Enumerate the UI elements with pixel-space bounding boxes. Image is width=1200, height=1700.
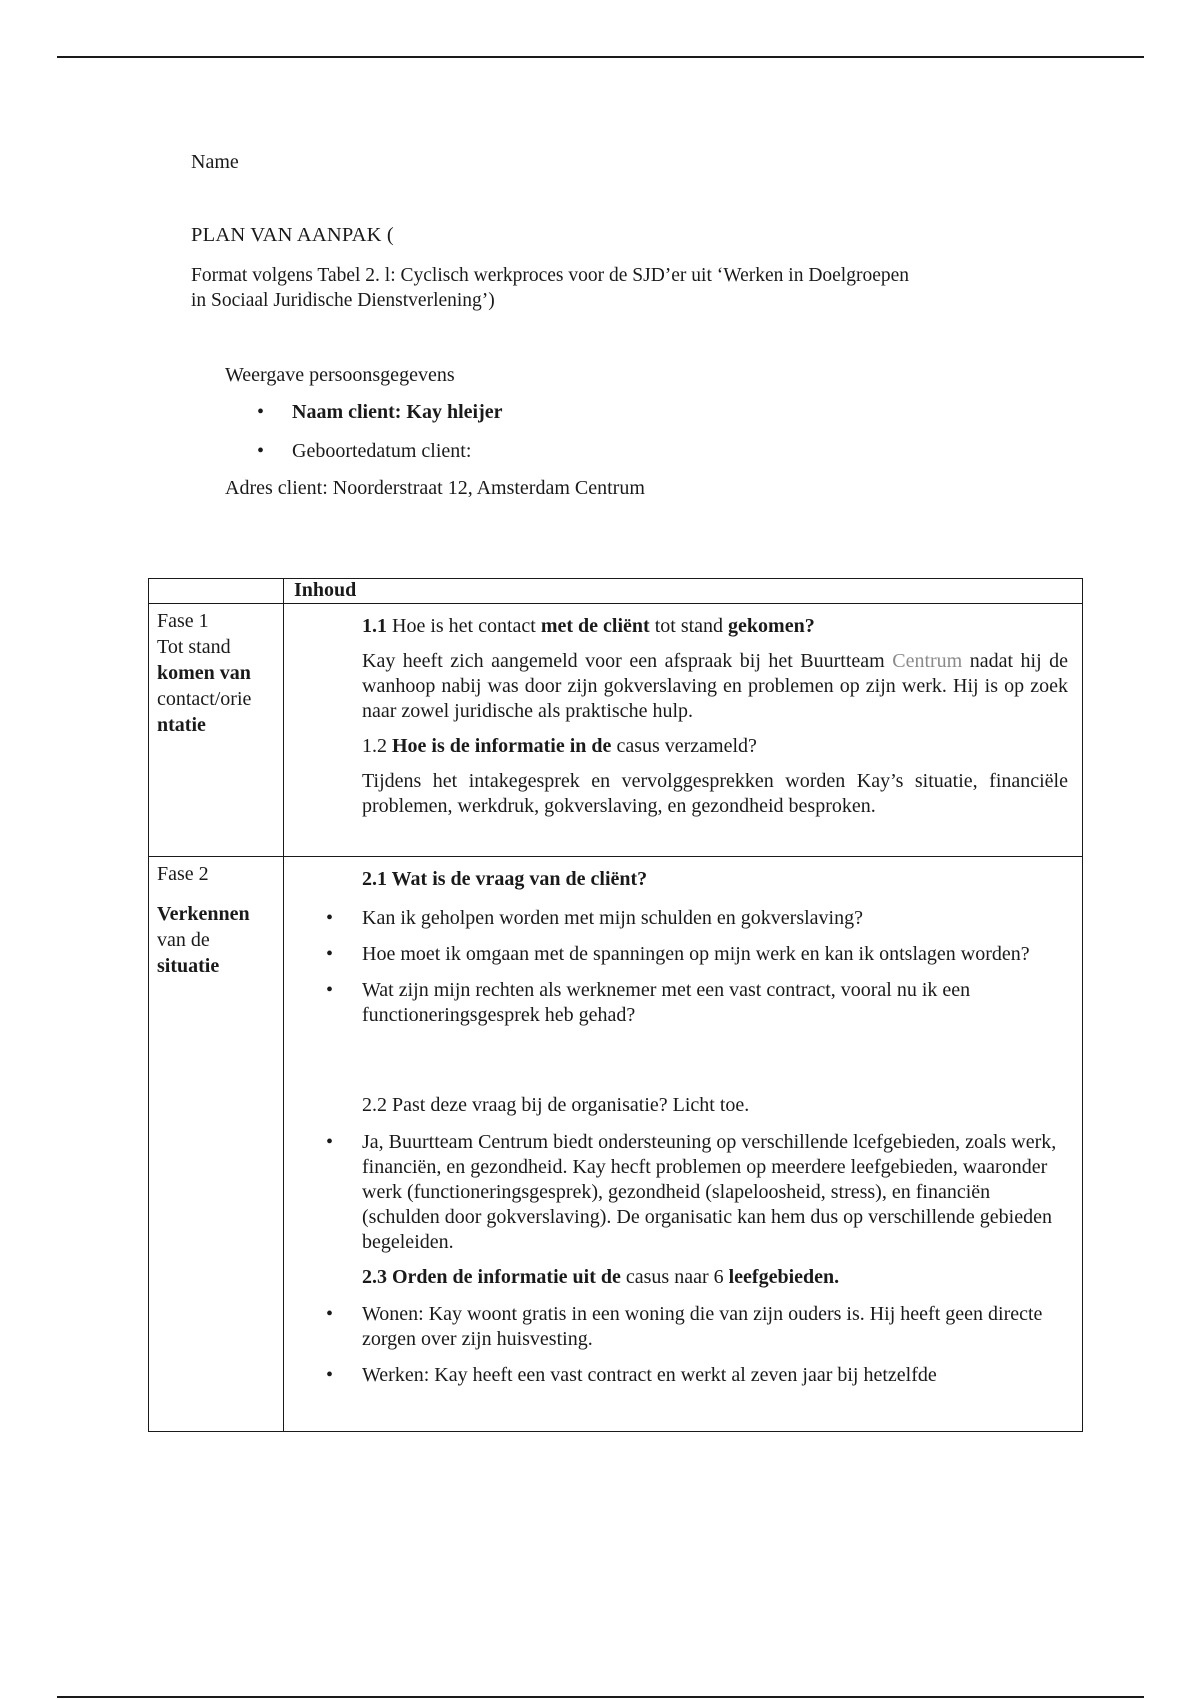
- question-2-3: [362, 1265, 1068, 1290]
- answer-1-2: Tijdens het intakegesprek en vervolggesprekken worden Kay’s situatie, financiële problemen, werkdruk, gokverslaving, en gezondheid besproken.: [362, 770, 1068, 817]
- bullet: •: [326, 1303, 334, 1325]
- question-text: Hoe is het contact: [387, 615, 541, 637]
- format-line-1: Format volgens Tabel 2. l: Cyclisch werkproces voor de SJD’er uit ‘Werken in Doelgroepen: [191, 265, 910, 286]
- phase-2-content: [284, 857, 1083, 1432]
- phase-1-line-1: Fase 1: [157, 610, 209, 632]
- list-item-text: Wonen: Kay woont gratis in een woning die van zijn ouders is. Hij heeft geen directe zorgen over zijn huisvesting.: [362, 1303, 1043, 1350]
- list-item-text: Kan ik geholpen worden met mijn schulden en gokverslaving?: [362, 907, 863, 929]
- list-item-text: Werken: Kay heeft een vast contract en werkt al zeven jaar bij hetzelfde: [362, 1364, 937, 1386]
- phase-2-line-3: van de: [157, 929, 210, 951]
- table-header-row: [149, 579, 1083, 604]
- question-text-bold: Hoe is de informatie in de: [392, 735, 612, 757]
- bullet: •: [257, 440, 265, 462]
- plan-table: [148, 578, 1083, 1432]
- question-2-1: 2.1 Wat is de vraag van de cliënt?: [362, 868, 648, 890]
- answer-text: Kay heeft zich aangemeld voor een afspraak bij het Buurtteam: [362, 650, 893, 672]
- table-row-phase-2: [149, 857, 1083, 1432]
- question-1-2: [362, 734, 1068, 759]
- answer-text-grey: Centrum: [892, 650, 963, 672]
- list-item: [326, 906, 1068, 931]
- phase-1-label: [149, 604, 284, 857]
- question-text-bold: met de cliënt: [540, 615, 650, 637]
- client-birthdate: Geboortedatum client:: [292, 440, 472, 462]
- bullet: •: [326, 979, 334, 1001]
- name-label: Name: [191, 151, 239, 173]
- bottom-rule: [57, 1696, 1144, 1698]
- top-rule: [57, 56, 1144, 58]
- format-description: [191, 263, 1051, 313]
- question-text-bold: gekomen?: [728, 615, 815, 637]
- list-item: [326, 1363, 1068, 1388]
- phase-1-content: [284, 604, 1083, 857]
- question-text: casus verzameld?: [611, 735, 757, 757]
- list-item: [326, 978, 1068, 1028]
- list-item: [326, 1130, 1068, 1255]
- question-text-bold: leefgebieden.: [728, 1266, 840, 1288]
- phase-2-line-2: Verkennen: [157, 903, 250, 925]
- table-header-inhoud: Inhoud: [284, 579, 1083, 604]
- phase-1-line-2: Tot stand: [157, 636, 231, 658]
- question-number: 1.2: [362, 735, 392, 757]
- bullet: •: [326, 943, 334, 965]
- phase-1-line-4: contact/orie: [157, 688, 252, 710]
- phase-2-label: [149, 857, 284, 1432]
- question-number: 1.1: [362, 615, 387, 637]
- phase-2-line-1: Fase 2: [157, 863, 209, 885]
- list-item-text: Wat zijn mijn rechten als werknemer met een vast contract, vooral nu ik een functioneringsgesprek heb gehad?: [362, 979, 971, 1026]
- question-text: casus naar 6: [620, 1266, 729, 1288]
- phase-1-line-5: ntatie: [157, 714, 206, 736]
- list-item: [326, 942, 1068, 967]
- table-row-phase-1: [149, 604, 1083, 857]
- answer-1-1: [362, 649, 1068, 724]
- format-line-2: in Sociaal Juridische Dienstverlening’): [191, 290, 495, 311]
- table-header-empty: [149, 579, 284, 604]
- question-text-bold: 2.3 Orden de informatie uit de: [362, 1266, 621, 1288]
- client-address: Adres client: Noorderstraat 12, Amsterdam Centrum: [225, 477, 645, 499]
- question-text: tot stand: [649, 615, 729, 637]
- personal-heading: Weergave persoonsgegevens: [225, 364, 455, 386]
- client-name: Naam client: Kay hleijer: [292, 401, 503, 423]
- question-2-2: 2.2 Past deze vraag bij de organisatie? Licht toe.: [362, 1094, 750, 1116]
- bullet: •: [326, 1131, 334, 1153]
- list-item-text: Ja, Buurtteam Centrum biedt ondersteuning op verschillende lcefgebieden, zoals werk, financiën, en gezondheid. Kay hecft problemen op meerdere leefgebieden, waaronder werk (functioneringsgesprek), gezondheid (slapeloosheid, stress), en financiën (schulden door gokverslaving). De organisatic kan hem dus op verschillende gebieden begeleiden.: [362, 1131, 1057, 1253]
- list-item: [326, 1302, 1068, 1352]
- phase-2-line-4: situatie: [157, 955, 220, 977]
- phase-1-line-3: komen van: [157, 662, 251, 684]
- bullet: •: [257, 401, 265, 423]
- plan-title: PLAN VAN AANPAK (: [191, 224, 394, 246]
- answer-text: nadat hij de wanhoop nabij was door zijn gokverslaving en problemen op zijn werk. Hij is op zoek naar zowel juridische als praktische hulp.: [362, 650, 1068, 722]
- bullet: •: [326, 907, 334, 929]
- list-item-text: Hoe moet ik omgaan met de spanningen op mijn werk en kan ik ontslagen worden?: [362, 943, 1030, 965]
- bullet: •: [326, 1364, 334, 1386]
- question-1-1: [362, 614, 1068, 639]
